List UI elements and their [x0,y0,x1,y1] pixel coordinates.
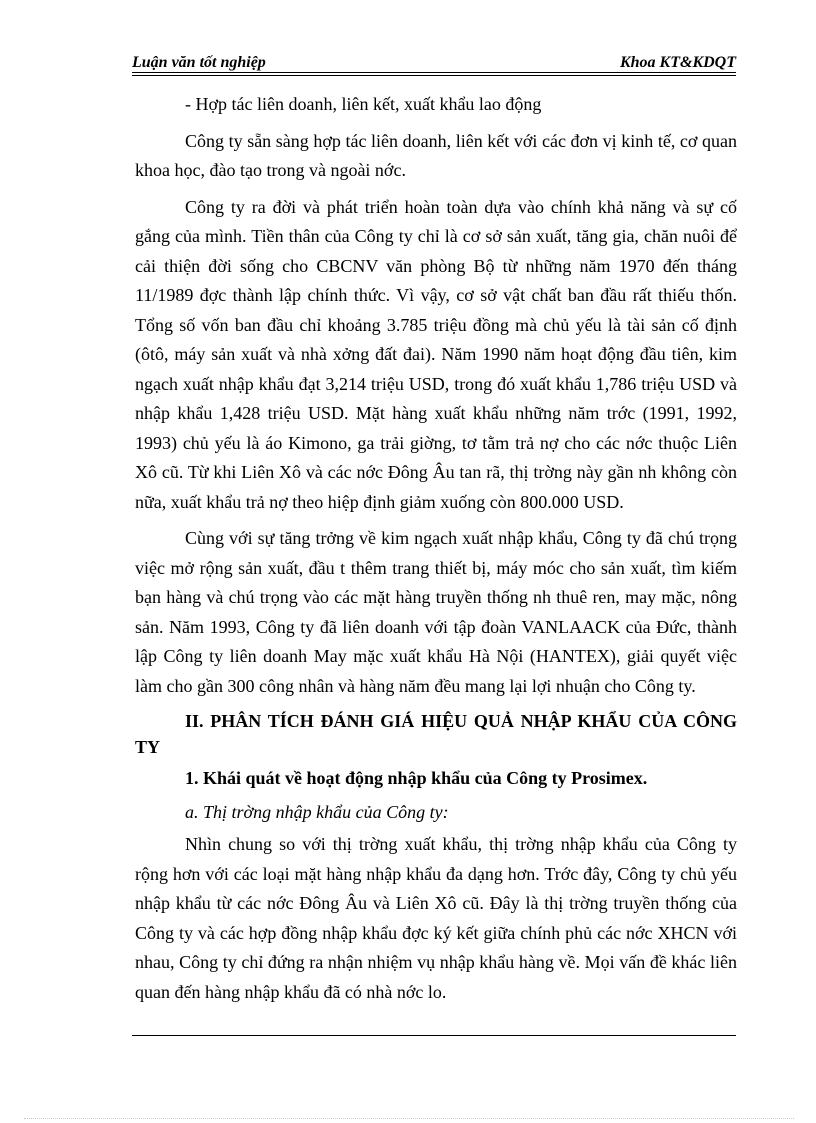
paragraph-import-market: Nhìn chung so với thị trờng xuất khẩu, thị trờng nhập khẩu của Công ty rộng hơn với các loại mặt hàng nhập khẩu đa dạng hơn. Trớc đây, Công ty chủ yếu nhập khẩu từ các nớc Đông Âu và Liên Xô cũ. Đây là thị trờng truyền thống của Công ty và các hợp đồng nhập khẩu đợc ký kết giữa chính phủ các nớc XHCN với nhau, Công ty chỉ đứng ra nhận nhiệm vụ nhập khẩu hàng về. Mọi vấn đề khác liên quan đến hàng nhập khẩu đã có nhà nớc lo. [135,834,737,1002]
page-header [132,48,736,72]
paragraph-joint-venture: Công ty sẵn sàng hợp tác liên doanh, liên kết với các đơn vị kinh tế, cơ quan khoa học, đào tạo trong và ngoài nớc. [135,130,737,180]
header-rule [132,72,736,73]
paragraph-cooperation-item: - Hợp tác liên doanh, liên kết, xuất khẩu lao động [185,94,542,114]
header-left-title: Luận văn tốt nghiệp [132,54,266,71]
page-bottom-edge [24,1118,794,1119]
document-body [135,90,737,1014]
header-right-title: Khoa KT&KDQT [619,54,736,71]
paragraph-growth: Cùng với sự tăng trởng về kim ngạch xuất nhập khẩu, Công ty đã chú trọng việc mở rộng sản xuất, đầu t thêm trang thiết bị, máy móc cho sản xuất, tìm kiếm bạn hàng và chú trọng vào các mặt hàng truyền thống nh thuê ren, may mặc, nông sản. Năm 1993, Công ty đã liên doanh với tập đoàn VANLAACK của Đức, thành lập Công ty liên doanh May mặc xuất khẩu Hà Nội (HANTEX), giải quyết việc làm cho gần 300 công nhân và hàng năm đều mang lại lợi nhuận cho Công ty. [135,528,737,696]
subsubsection-heading: a. Thị trờng nhập khẩu của Công ty: [185,802,449,822]
header-rule-double [132,75,736,76]
footer-rule [132,1035,736,1036]
section-heading: II. PHÂN TÍCH ĐÁNH GIÁ HIỆU QUẢ NHẬP KHẨU CỦA CÔNG TY [135,711,737,757]
paragraph-company-history: Công ty ra đời và phát triển hoàn toàn dựa vào chính khả năng và sự cố gắng của mình. Tiền thân của Công ty chỉ là cơ sở sản xuất, tăng gia, chăn nuôi để cải thiện đời sống cho CBCNV văn phòng Bộ từ những năm 1970 đến tháng 11/1989 đợc thành lập chính thức. Vì vậy, cơ sở vật chất ban đầu rất thiếu thốn. Tổng số vốn ban đầu chỉ khoảng 3.785 triệu đồng mà chủ yếu là tài sản cố định (ôtô, máy sản xuất và nhà xởng đất đai). Năm 1990 năm hoạt động đầu tiên, kim ngạch xuất nhập khẩu đạt 3,214 triệu USD, trong đó xuất khẩu 1,786 triệu USD và nhập khẩu 1,428 triệu USD. Mặt hàng xuất khẩu những năm trớc (1991, 1992, 1993) chủ yếu là áo Kimono, ga trải giờng, tơ tằm trả nợ cho các nớc thuộc Liên Xô cũ. Từ khi Liên Xô và các nớc Đông Âu tan rã, thị trờng này gần nh không còn nữa, xuất khẩu trả nợ theo hiệp định giảm xuống còn 800.000 USD. [135,196,737,512]
subsection-heading: 1. Khái quát về hoạt động nhập khẩu của Công ty Prosimex. [185,768,648,788]
